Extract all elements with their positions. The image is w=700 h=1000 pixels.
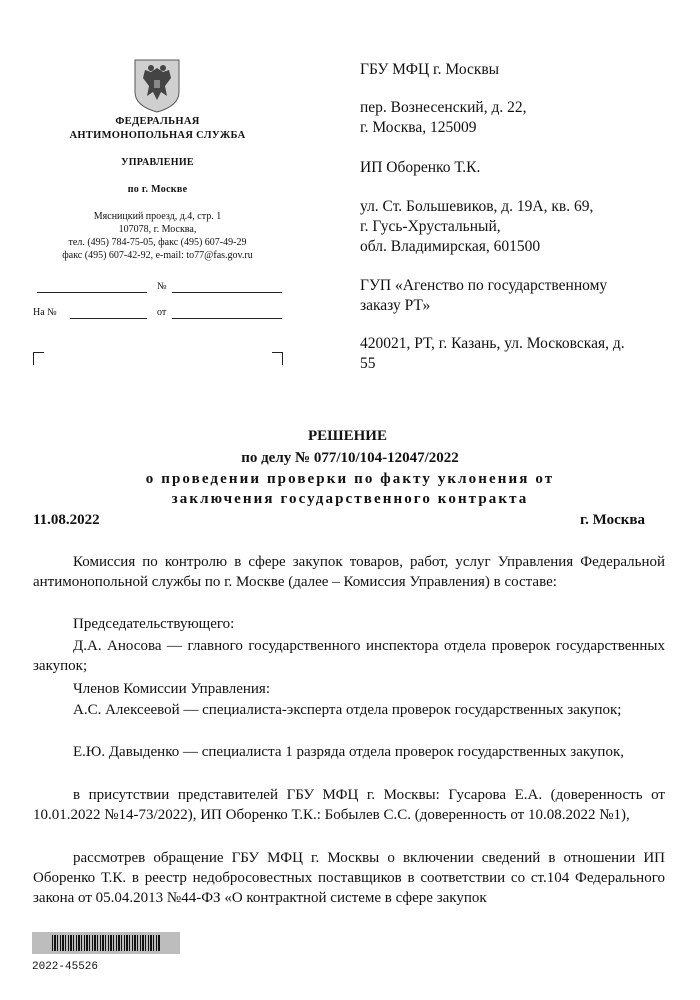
outgoing-date-line <box>172 292 282 293</box>
department: УПРАВЛЕНИЕ <box>121 157 194 168</box>
phones: тел. (495) 784-75-05, факс (495) 607-49-29 <box>68 237 247 248</box>
document-date: 11.08.2022 <box>33 512 100 528</box>
incoming-number-line <box>70 318 147 319</box>
recipient-address-2a: ул. Ст. Большевиков, д. 19А, кв. 69, <box>360 198 594 215</box>
coat-of-arms-icon <box>131 56 183 114</box>
paragraph-presence: в присутствии представителей ГБУ МФЦ г. Москвы: Гусарова Е.А. (доверенность от 10.01.2022 №14-73/2022), ИП Оборенко Т.К.: Бобылев С.С. (доверенность от 10.08.2022 №1), <box>33 787 665 823</box>
recipient-address-1a: пер. Вознесенский, д. 22, <box>360 99 527 116</box>
paragraph-chair-label: Председательствующего: <box>73 616 235 632</box>
fax-email: факс (495) 607-42-92, e-mail: to77@fas.gov.ru <box>62 250 253 261</box>
address-line2: 107078, г. Москва, <box>118 224 197 235</box>
corner-mark-left <box>33 352 44 365</box>
recipient-name-1: ГБУ МФЦ г. Москвы <box>360 61 500 78</box>
address-line1: Мясницкий проезд, д.4, стр. 1 <box>93 211 222 222</box>
document-place: г. Москва <box>580 512 645 528</box>
document-heading: РЕШЕНИЕ <box>308 428 387 444</box>
subject-line2: заключения государственного контракта <box>171 491 529 507</box>
recipient-address-2b: г. Гусь-Хрустальный, <box>360 218 501 235</box>
recipient-name-3b: заказу РТ» <box>360 297 431 314</box>
barcode-icon <box>32 932 180 954</box>
org-name-line1: ФЕДЕРАЛЬНАЯ <box>115 116 200 127</box>
recipient-address-3a: 420021, РТ, г. Казань, ул. Московская, д. <box>360 335 625 352</box>
recipient-name-2: ИП Оборенко Т.К. <box>360 159 481 176</box>
department-city: по г. Москве <box>127 184 188 195</box>
recipient-name-3a: ГУП «Агенство по государственному <box>360 277 608 294</box>
case-number: по делу № 077/10/104-12047/2022 <box>241 450 459 466</box>
on-number-label: На № <box>33 307 57 318</box>
paragraph-commission: Комиссия по контролю в сфере закупок товаров, работ, услуг Управления Федеральной антимонопольной службы по г. Москве (далее – Комиссия Управления) в составе: <box>33 554 665 590</box>
corner-mark-right <box>272 352 283 365</box>
recipient-address-2c: обл. Владимирская, 601500 <box>360 238 541 255</box>
paragraph-members-label: Членов Комиссии Управления: <box>73 681 270 697</box>
recipient-address-1b: г. Москва, 125009 <box>360 119 477 136</box>
paragraph-chair: Д.А. Аносова — главного государственного инспектора отдела проверок государственных закупок; <box>33 638 665 674</box>
recipient-address-3b: 55 <box>360 355 376 372</box>
document-number: 2022-45526 <box>32 961 99 973</box>
paragraph-considering: рассмотрев обращение ГБУ МФЦ г. Москвы о включении сведений в отношении ИП Оборенко Т.К. в реестр недобросовестных поставщиков в соответствии со ст.104 Федерального закона от 05.04.2013 №44-ФЗ «О контрактной системе в сфере закупок <box>33 850 665 906</box>
subject-line1: о проведении проверки по факту уклонения от <box>145 471 555 487</box>
from-label: от <box>157 307 167 318</box>
outgoing-number-line <box>37 292 147 293</box>
paragraph-member-1: А.С. Алексеевой — специалиста-эксперта отдела проверок государственных закупок; <box>73 702 622 718</box>
number-label: № <box>157 281 167 292</box>
paragraph-member-2: Е.Ю. Давыденко — специалиста 1 разряда отдела проверок государственных закупок, <box>73 744 624 760</box>
incoming-date-line <box>172 318 282 319</box>
org-name-line2: АНТИМОНОПОЛЬНАЯ СЛУЖБА <box>69 130 246 141</box>
